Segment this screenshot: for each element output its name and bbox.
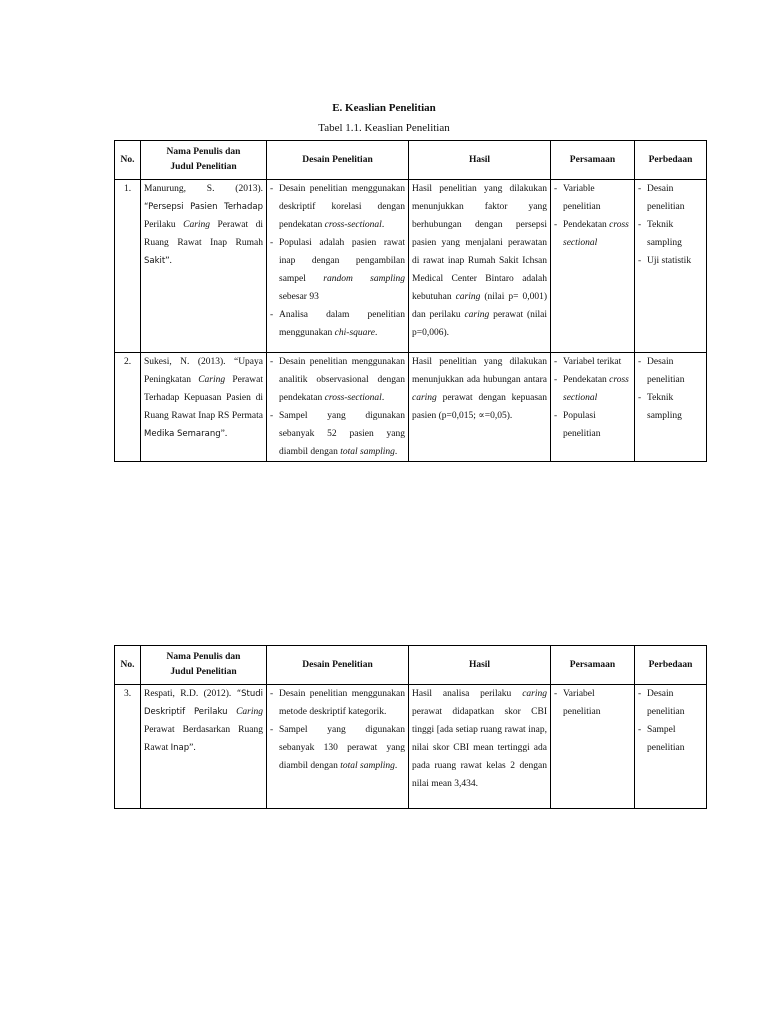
originality-table-part-2 [114, 645, 707, 809]
desain-cell [267, 685, 409, 809]
table-header-row [115, 646, 707, 685]
perbedaan-cell [635, 353, 707, 462]
header-desain: Desain Penelitian [267, 646, 409, 685]
list-item: - Desain penelitian [638, 357, 685, 385]
list-item: - Teknik sampling [638, 220, 682, 248]
hasil-cell: Hasil penelitian yang dilakukan menunjukkan ada hubungan antara caring perawat dengan kepuasan pasien (p=0,015; ∝=0,05). [409, 353, 551, 462]
header-hasil: Hasil [409, 141, 551, 180]
list-item: - Desain penelitian menggunakan deskriptif korelasi dengan pendekatan cross-sectional. [270, 184, 405, 230]
list-item: - Uji statistik [638, 256, 692, 266]
list-item: - Variabel penelitian [554, 689, 601, 717]
header-no: No. [115, 141, 141, 180]
table-row [115, 353, 707, 462]
list-item: - Desain penelitian menggunakan analitik observasional dengan pendekatan cross-sectional. [270, 357, 405, 403]
table-row [115, 180, 707, 353]
header-perbedaan: Perbedaan [635, 141, 707, 180]
desain-cell [267, 353, 409, 462]
header-nama-judul: Nama Penulis dan Judul Penelitian [141, 141, 267, 180]
list-item: - Variabel terikat [554, 357, 622, 367]
header-hasil: Hasil [409, 646, 551, 685]
list-item: - Sampel yang digunakan sebanyak 52 pasien yang diambil dengan total sampling. [270, 411, 405, 457]
list-item: - Sampel penelitian [638, 725, 685, 753]
list-item: - Desain penelitian [638, 184, 685, 212]
row-number: 1. [115, 180, 141, 353]
header-persamaan: Persamaan [551, 646, 635, 685]
persamaan-cell [551, 685, 635, 809]
header-perbedaan: Perbedaan [635, 646, 707, 685]
list-item: - Teknik sampling [638, 393, 682, 421]
list-item: - Populasi penelitian [554, 411, 601, 439]
list-item: - Pendekatan cross sectional [554, 220, 629, 248]
hasil-cell: Hasil penelitian yang dilakukan menunjukkan faktor yang berhubungan dengan persepsi pasien yang menjalani perawatan di rawat inap Rumah Sakit Ichsan Medical Center Bintaro adalah kebutuhan caring (nilai p= 0,001) dan perilaku caring perawat (nilai p=0,006). [409, 180, 551, 353]
persamaan-cell [551, 353, 635, 462]
author-title-cell: Manurung, S. (2013). “Persepsi Pasien Terhadap Perilaku Caring Perawat di Ruang Rawat Inap Rumah Sakit”. [141, 180, 267, 353]
table-row [115, 685, 707, 809]
author-title-cell: Respati, R.D. (2012). “Studi Deskriptif Perilaku Caring Perawat Berdasarkan Ruang Rawat Inap”. [141, 685, 267, 809]
table-caption: Tabel 1.1. Keaslian Penelitian [318, 122, 450, 134]
row-number: 2. [115, 353, 141, 462]
perbedaan-cell [635, 685, 707, 809]
list-item: - Sampel yang digunakan sebanyak 130 perawat yang diambil dengan total sampling. [270, 725, 405, 771]
row-number: 3. [115, 685, 141, 809]
header-no: No. [115, 646, 141, 685]
hasil-cell: Hasil analisa perilaku caring perawat didapatkan skor CBI tinggi [ada setiap ruang rawat inap, nilai skor CBI mean tertinggi ada pada ruang rawat kelas 2 dengan nilai mean 3,434. [409, 685, 551, 809]
header-nama-judul: Nama Penulis dan Judul Penelitian [141, 646, 267, 685]
section-title: E. Keaslian Penelitian [332, 102, 436, 114]
list-item: - Desain penelitian menggunakan metode deskriptif kategorik. [270, 689, 405, 717]
author-title-cell: Sukesi, N. (2013). “Upaya Peningkatan Caring Perawat Terhadap Kepuasan Pasien di Ruang Rawat Inap RS Permata Medika Semarang”. [141, 353, 267, 462]
header-desain: Desain Penelitian [267, 141, 409, 180]
table-header-row [115, 141, 707, 180]
list-item: - Desain penelitian [638, 689, 685, 717]
list-item: - Variable penelitian [554, 184, 601, 212]
list-item: - Pendekatan cross sectional [554, 375, 629, 403]
list-item: - Analisa dalam penelitian menggunakan chi-square. [270, 310, 405, 338]
perbedaan-cell [635, 180, 707, 353]
persamaan-cell [551, 180, 635, 353]
desain-cell [267, 180, 409, 353]
originality-table-part-1 [114, 140, 707, 462]
list-item: - Populasi adalah pasien rawat inap dengan pengambilan sampel random sampling sebesar 93 [270, 238, 405, 302]
header-persamaan: Persamaan [551, 141, 635, 180]
